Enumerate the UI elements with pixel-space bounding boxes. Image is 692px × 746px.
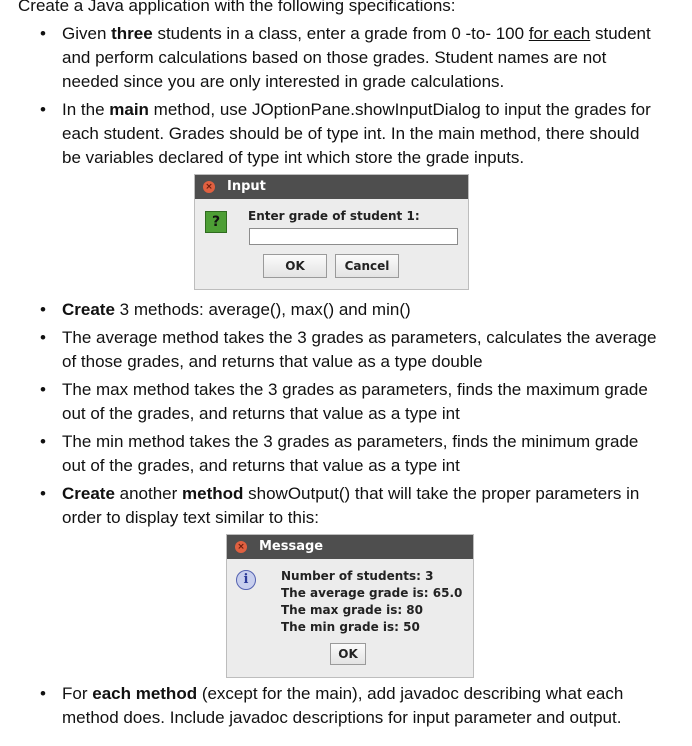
input-dialog-label: Enter grade of student 1: xyxy=(248,209,420,223)
message-line-average: The average grade is: 65.0 xyxy=(281,586,463,600)
close-icon[interactable]: × xyxy=(235,541,247,553)
intro-text: Create a Java application with the following specifications: xyxy=(18,0,456,15)
message-dialog xyxy=(226,534,474,678)
info-icon: i xyxy=(236,570,256,590)
message-dialog-titlebar xyxy=(227,535,473,559)
message-line-students: Number of students: 3 xyxy=(281,569,434,583)
bullet-javadoc: • For each method (except for the main), add javadoc describing what each method does. Include javadoc descriptions for input parameter and output. xyxy=(62,682,662,730)
bullet-show-output: • Create another method showOutput() that will take the proper parameters in order to display text similar to this: xyxy=(62,482,662,530)
bullet-three-students: • Given three students in a class, enter a grade from 0 -to- 100 for each student and perform calculations based on those grades. Student names are not needed since you are only interested in grade calculations. xyxy=(62,22,662,94)
bullet-create-methods: • Create 3 methods: average(), max() and min() xyxy=(62,298,662,322)
input-dialog-titlebar xyxy=(195,175,468,199)
bullet-max-method: • The max method takes the 3 grades as parameters, finds the maximum grade out of the grades, and returns that value as a type int xyxy=(62,378,662,426)
bullet-average-method: • The average method takes the 3 grades as parameters, calculates the average of those grades, and returns that value as a type double xyxy=(62,326,662,374)
grade-input[interactable] xyxy=(249,228,458,245)
input-dialog xyxy=(194,174,469,290)
ok-button[interactable]: OK xyxy=(330,643,366,665)
bullet-min-method: • The min method takes the 3 grades as parameters, finds the minimum grade out of the grades, and returns that value as a type int xyxy=(62,430,662,478)
message-line-min: The min grade is: 50 xyxy=(281,620,420,634)
cancel-button[interactable]: Cancel xyxy=(335,254,399,278)
ok-button[interactable]: OK xyxy=(263,254,327,278)
bullet-main-method: • In the main method, use JOptionPane.showInputDialog to input the grades for each student. Grades should be of type int. In the main method, there should be variables declared of type int which store the grade inputs. xyxy=(62,98,662,170)
message-dialog-title: Message xyxy=(259,539,324,554)
question-icon: ? xyxy=(205,211,227,233)
close-icon[interactable]: × xyxy=(203,181,215,193)
message-line-max: The max grade is: 80 xyxy=(281,603,424,617)
input-dialog-title: Input xyxy=(227,179,266,194)
